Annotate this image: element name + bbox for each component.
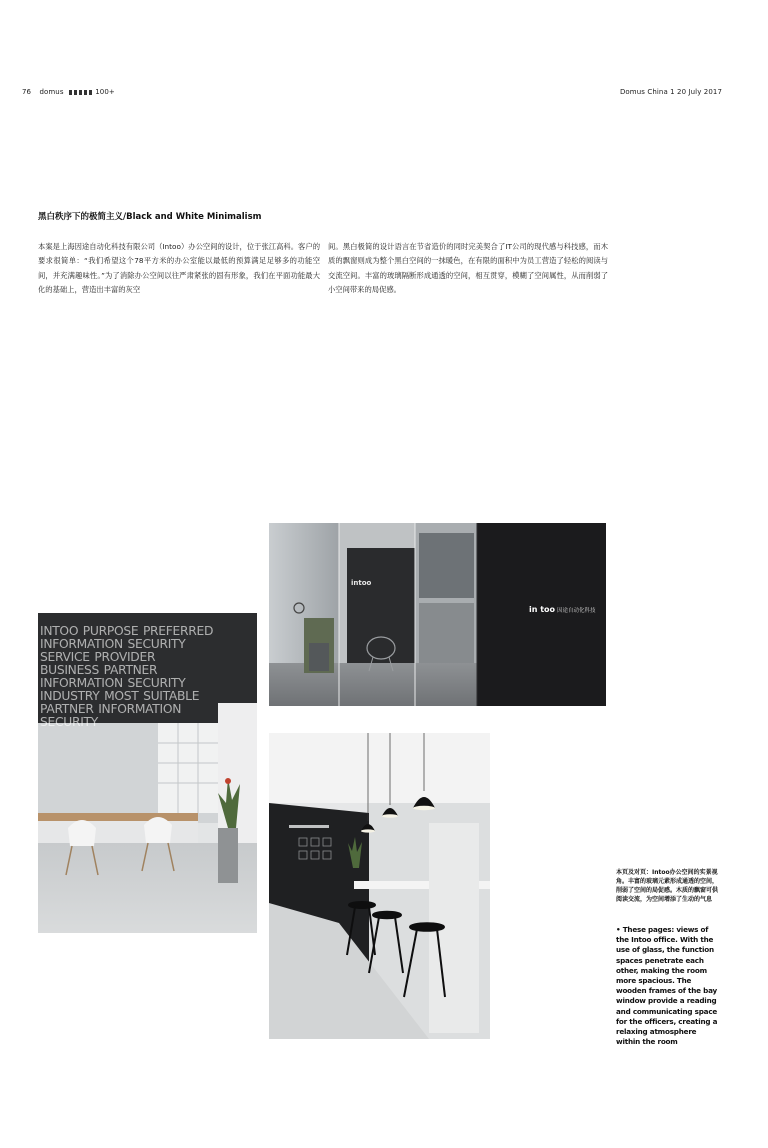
- photo-reading-space: [38, 613, 257, 933]
- wall-company-name: 因途自动化科技: [557, 608, 596, 614]
- body-paragraph-left: 本案是上海因途自动化科技有限公司（Intoo）办公空间的设计，位于张江高科。客户的要求很简单：“我们希望这个78平方米的办公室能以最低的预算满足足够多的功能空间，并充满趣味性。”为了消除办公空间以往严肃紧张的固有形象，我们在平面功能最大化的基础上，营造出丰富的灰空: [38, 242, 320, 295]
- body-column-left: [38, 240, 320, 298]
- photo-office-entrance: [269, 523, 606, 706]
- photo-bar-counter: [269, 733, 490, 1039]
- caption-chinese: 本页及对页：Intoo办公空间的实景视角。丰富的玻璃元素形成通透的空间，削弱了空间的局促感。木质的飘窗可供阅读交流，为空间增添了生动的气息: [616, 869, 719, 903]
- body-paragraph-right: 间。黑白极简的设计语言在节省造价的同时完美契合了IT公司的现代感与科技感，而木质的飘窗则成为整个黑白空间的一抹暖色，在有限的面积中为员工营造了轻松的阅读与交流空间。丰富的玻璃隔断形成通透的空间，相互贯穿，模糊了空间属性，从而削弱了小空间带来的局促感。: [328, 242, 608, 295]
- caption-english: • These pages: views of the Intoo office. With the use of glass, the function spaces penetrate each other, making the room more spacious. The wooden frames of the bay window provide a reading and communicating space for the officers, creating a relaxing atmosphere within the room: [616, 925, 718, 1047]
- glass-wall-text: INTOO PURPOSE PREFERRED INFORMATION SECURITY SERVICE PROVIDER BUSINESS PARTNER INFORMATION SECURITY INDUSTRY MOST SUITABLE PARTNER INFORMATION SECURITY: [40, 625, 214, 729]
- body-column-right: [328, 240, 608, 298]
- wall-logo: in too: [529, 605, 556, 614]
- page-number: 76: [22, 88, 32, 96]
- special-issue-number: 100+: [95, 88, 115, 96]
- page-header-right: Domus China 1 20 July 2017: [619, 88, 722, 96]
- door-logo: intoo: [351, 579, 372, 587]
- section-title: 黑白秩序下的极简主义/Black and White Minimalism: [38, 212, 262, 222]
- special-issue-logo: [69, 90, 93, 95]
- magazine-name: domus: [39, 88, 64, 96]
- page-header-left: [22, 88, 115, 96]
